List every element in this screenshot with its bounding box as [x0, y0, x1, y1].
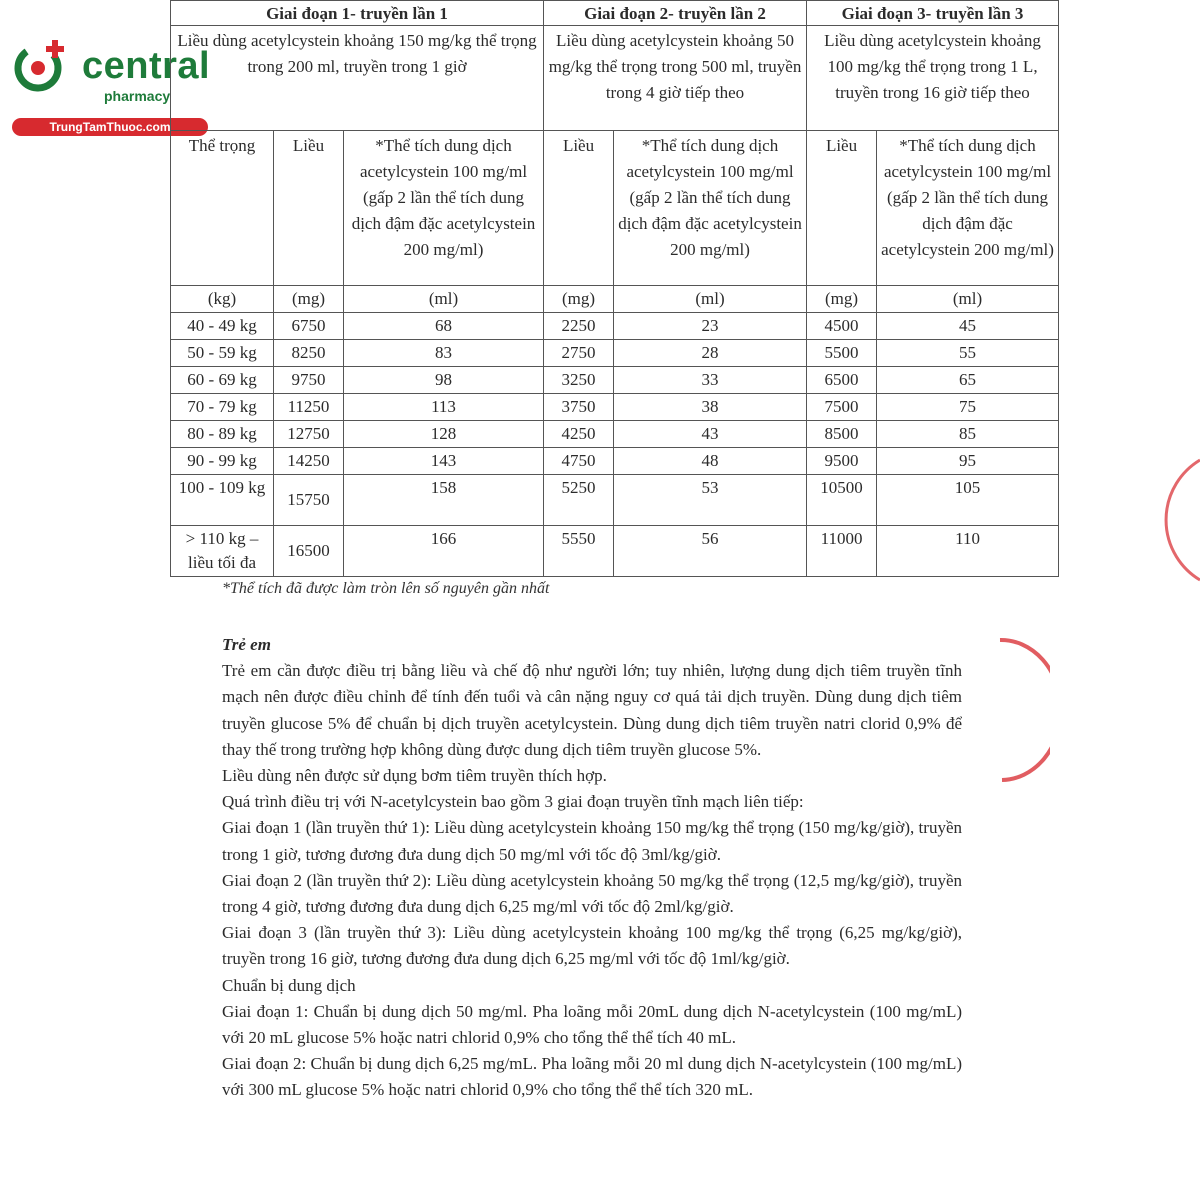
table-cell-v1: 143: [344, 448, 544, 475]
table-cell-d3: 11000: [807, 526, 877, 577]
table-cell-v3: 85: [877, 421, 1059, 448]
table-row: [171, 526, 1059, 577]
table-cell-v3: 105: [877, 475, 1059, 526]
table-cell-w: > 110 kg – liều tối đa: [171, 526, 274, 577]
logo-wordmark: central: [82, 45, 211, 87]
table-cell-d3: 5500: [807, 340, 877, 367]
table-cell-d3: 4500: [807, 313, 877, 340]
col-dose-3: Liều: [807, 131, 877, 286]
table-cell-d2: 2750: [544, 340, 614, 367]
table-cell-w: 40 - 49 kg: [171, 313, 274, 340]
table-cell-d3: 8500: [807, 421, 877, 448]
table-cell-v2: 43: [614, 421, 807, 448]
unit-row: [171, 286, 1059, 313]
table-cell-v3: 45: [877, 313, 1059, 340]
table-row: [171, 367, 1059, 394]
col-weight: Thể trọng: [171, 131, 274, 286]
stage-3-desc: Liều dùng acetylcystein khoảng 100 mg/kg thể trọng trong 1 L, truyền trong 16 giờ tiếp theo: [807, 26, 1059, 131]
table-cell-v3: 65: [877, 367, 1059, 394]
table-row: [171, 340, 1059, 367]
red-stamp-arc: [990, 635, 1050, 785]
table-cell-w: 100 - 109 kg: [171, 475, 274, 526]
paragraph: Quá trình điều trị với N-acetylcystein bao gồm 3 giai đoạn truyền tĩnh mạch liên tiếp:: [222, 792, 804, 812]
col-dose-1: Liều: [274, 131, 344, 286]
paragraph: Giai đoạn 3 (lần truyền thứ 3): Liều dùng acetylcystein khoảng 100 mg/kg thể trọng (6,25 mg/kg/giờ), truyền trong 16 giờ, tương đương đưa dung dịch 6,25 mg/ml với tốc độ 1ml/kg/giờ.: [222, 923, 962, 969]
table-cell-v1: 166: [344, 526, 544, 577]
table-cell-v2: 48: [614, 448, 807, 475]
pharmacy-cross-icon: [12, 38, 68, 94]
table-cell-v2: 23: [614, 313, 807, 340]
table-cell-w: 60 - 69 kg: [171, 367, 274, 394]
children-title: Trẻ em: [222, 635, 271, 654]
table-row: [171, 421, 1059, 448]
table-cell-v2: 53: [614, 475, 807, 526]
table-cell-d2: 3750: [544, 394, 614, 421]
table-cell-d1: 16500: [274, 526, 344, 577]
table-cell-d2: 4750: [544, 448, 614, 475]
table-row: [171, 448, 1059, 475]
logo-site-link[interactable]: TrungTamThuoc.com: [12, 118, 208, 136]
table-cell-v1: 68: [344, 313, 544, 340]
table-cell-d1: 9750: [274, 367, 344, 394]
table-cell-v3: 55: [877, 340, 1059, 367]
table-cell-d3: 10500: [807, 475, 877, 526]
red-stamp-edge: [1160, 455, 1200, 585]
table-cell-d1: 6750: [274, 313, 344, 340]
stage-2-title: Giai đoạn 2- truyền lần 2: [544, 1, 807, 26]
table-cell-v3: 95: [877, 448, 1059, 475]
table-cell-d1: 15750: [274, 475, 344, 526]
children-section: [222, 632, 962, 1104]
table-cell-v2: 56: [614, 526, 807, 577]
table-cell-d3: 7500: [807, 394, 877, 421]
paragraph: Giai đoạn 1: Chuẩn bị dung dịch 50 mg/ml. Pha loãng mỗi 20mL dung dịch N-acetylcystein (100 mg/mL) với 20 mL glucose 5% hoặc natri chlorid 0,9% cho tổng thể thể tích 40 mL.: [222, 1001, 962, 1048]
table-cell-d1: 8250: [274, 340, 344, 367]
stage-title-row: [171, 1, 1059, 26]
table-footnote: *Thể tích đã được làm tròn lên số nguyên gần nhất: [222, 580, 550, 597]
table-cell-w: 90 - 99 kg: [171, 448, 274, 475]
table-cell-v2: 38: [614, 394, 807, 421]
table-cell-d2: 3250: [544, 367, 614, 394]
table-row: [171, 313, 1059, 340]
col-volume-1: *Thể tích dung dịch acetylcystein 100 mg/ml (gấp 2 lần thể tích dung dịch đậm đặc acetylcystein 200 mg/ml): [344, 131, 544, 286]
paragraph: Liều dùng nên được sử dụng bơm tiêm truyền thích hợp.: [222, 766, 607, 786]
unit-ml-1: (ml): [344, 286, 544, 313]
unit-mg-1: (mg): [274, 286, 344, 313]
table-cell-d3: 6500: [807, 367, 877, 394]
table-cell-d2: 5250: [544, 475, 614, 526]
unit-ml-2: (ml): [614, 286, 807, 313]
unit-kg: (kg): [171, 286, 274, 313]
table-cell-v1: 113: [344, 394, 544, 421]
table-cell-d3: 9500: [807, 448, 877, 475]
table-cell-v3: 110: [877, 526, 1059, 577]
table-cell-d1: 12750: [274, 421, 344, 448]
table-cell-v1: 128: [344, 421, 544, 448]
paragraph: Chuẩn bị dung dịch: [222, 975, 356, 995]
dosage-table: [170, 0, 1059, 577]
column-header-row: [171, 131, 1059, 286]
table-cell-d2: 5550: [544, 526, 614, 577]
unit-mg-3: (mg): [807, 286, 877, 313]
stage-1-title: Giai đoạn 1- truyền lần 1: [171, 1, 544, 26]
stage-desc-row: [171, 26, 1059, 131]
table-cell-d1: 11250: [274, 394, 344, 421]
table-cell-v1: 158: [344, 475, 544, 526]
unit-mg-2: (mg): [544, 286, 614, 313]
stage-3-title: Giai đoạn 3- truyền lần 3: [807, 1, 1059, 26]
col-volume-3: *Thể tích dung dịch acetylcystein 100 mg/ml (gấp 2 lần thể tích dung dịch đậm đặc acetylcystein 200 mg/ml): [877, 131, 1059, 286]
table-cell-w: 70 - 79 kg: [171, 394, 274, 421]
logo-subtitle: pharmacy: [104, 88, 171, 104]
table-row: [171, 394, 1059, 421]
table-cell-v1: 98: [344, 367, 544, 394]
children-paragraphs: [222, 658, 962, 1103]
table-cell-v1: 83: [344, 340, 544, 367]
stage-2-desc: Liều dùng acetylcystein khoảng 50 mg/kg thể trọng trong 500 ml, truyền trong 4 giờ tiếp theo: [544, 26, 807, 131]
paragraph: Giai đoạn 1 (lần truyền thứ 1): Liều dùng acetylcystein khoảng 150 mg/kg thể trọng (150 mg/kg/giờ), truyền trong 1 giờ, tương đương đưa dung dịch 50 mg/ml với tốc độ 3ml/kg/giờ.: [222, 818, 962, 864]
table-cell-v3: 75: [877, 394, 1059, 421]
table-cell-w: 50 - 59 kg: [171, 340, 274, 367]
col-volume-2: *Thể tích dung dịch acetylcystein 100 mg/ml (gấp 2 lần thể tích dung dịch đậm đặc acetylcystein 200 mg/ml): [614, 131, 807, 286]
unit-ml-3: (ml): [877, 286, 1059, 313]
table-cell-v2: 28: [614, 340, 807, 367]
stage-1-desc: Liều dùng acetylcystein khoảng 150 mg/kg thể trọng trong 200 ml, truyền trong 1 giờ: [171, 26, 544, 131]
paragraph: Trẻ em cần được điều trị bằng liều và chế độ như người lớn; tuy nhiên, lượng dung dịch tiêm truyền tĩnh mạch nên được điều chỉnh để tính đến tuổi và cân nặng nguy cơ quá tải dịch truyền. Dùng dung dịch tiêm truyền glucose 5% để chuẩn bị dịch truyền acetylcystein. Dùng dung dịch tiêm truyền natri clorid 0,9% để thay thế trong trường hợp không dùng được dung dịch tiêm truyền glucose 5%.: [222, 661, 962, 759]
paragraph: Giai đoạn 2 (lần truyền thứ 2): Liều dùng acetylcystein khoảng 50 mg/kg thể trọng (12,5 mg/kg/giờ), truyền trong 4 giờ, tương đương đưa dung dịch 6,25 mg/ml với tốc độ 2ml/kg/giờ.: [222, 870, 962, 917]
dosage-rows: [171, 313, 1059, 577]
paragraph: Giai đoạn 2: Chuẩn bị dung dịch 6,25 mg/mL. Pha loãng mỗi 20 ml dung dịch N-acetylcystein (100 mg/mL) với 300 mL glucose 5% hoặc natri chlorid 0,9% cho tổng thể thể tích 320 mL.: [222, 1054, 962, 1100]
table-row: [171, 475, 1059, 526]
table-cell-d1: 14250: [274, 448, 344, 475]
table-cell-w: 80 - 89 kg: [171, 421, 274, 448]
table-cell-d2: 4250: [544, 421, 614, 448]
table-cell-d2: 2250: [544, 313, 614, 340]
col-dose-2: Liều: [544, 131, 614, 286]
table-cell-v2: 33: [614, 367, 807, 394]
